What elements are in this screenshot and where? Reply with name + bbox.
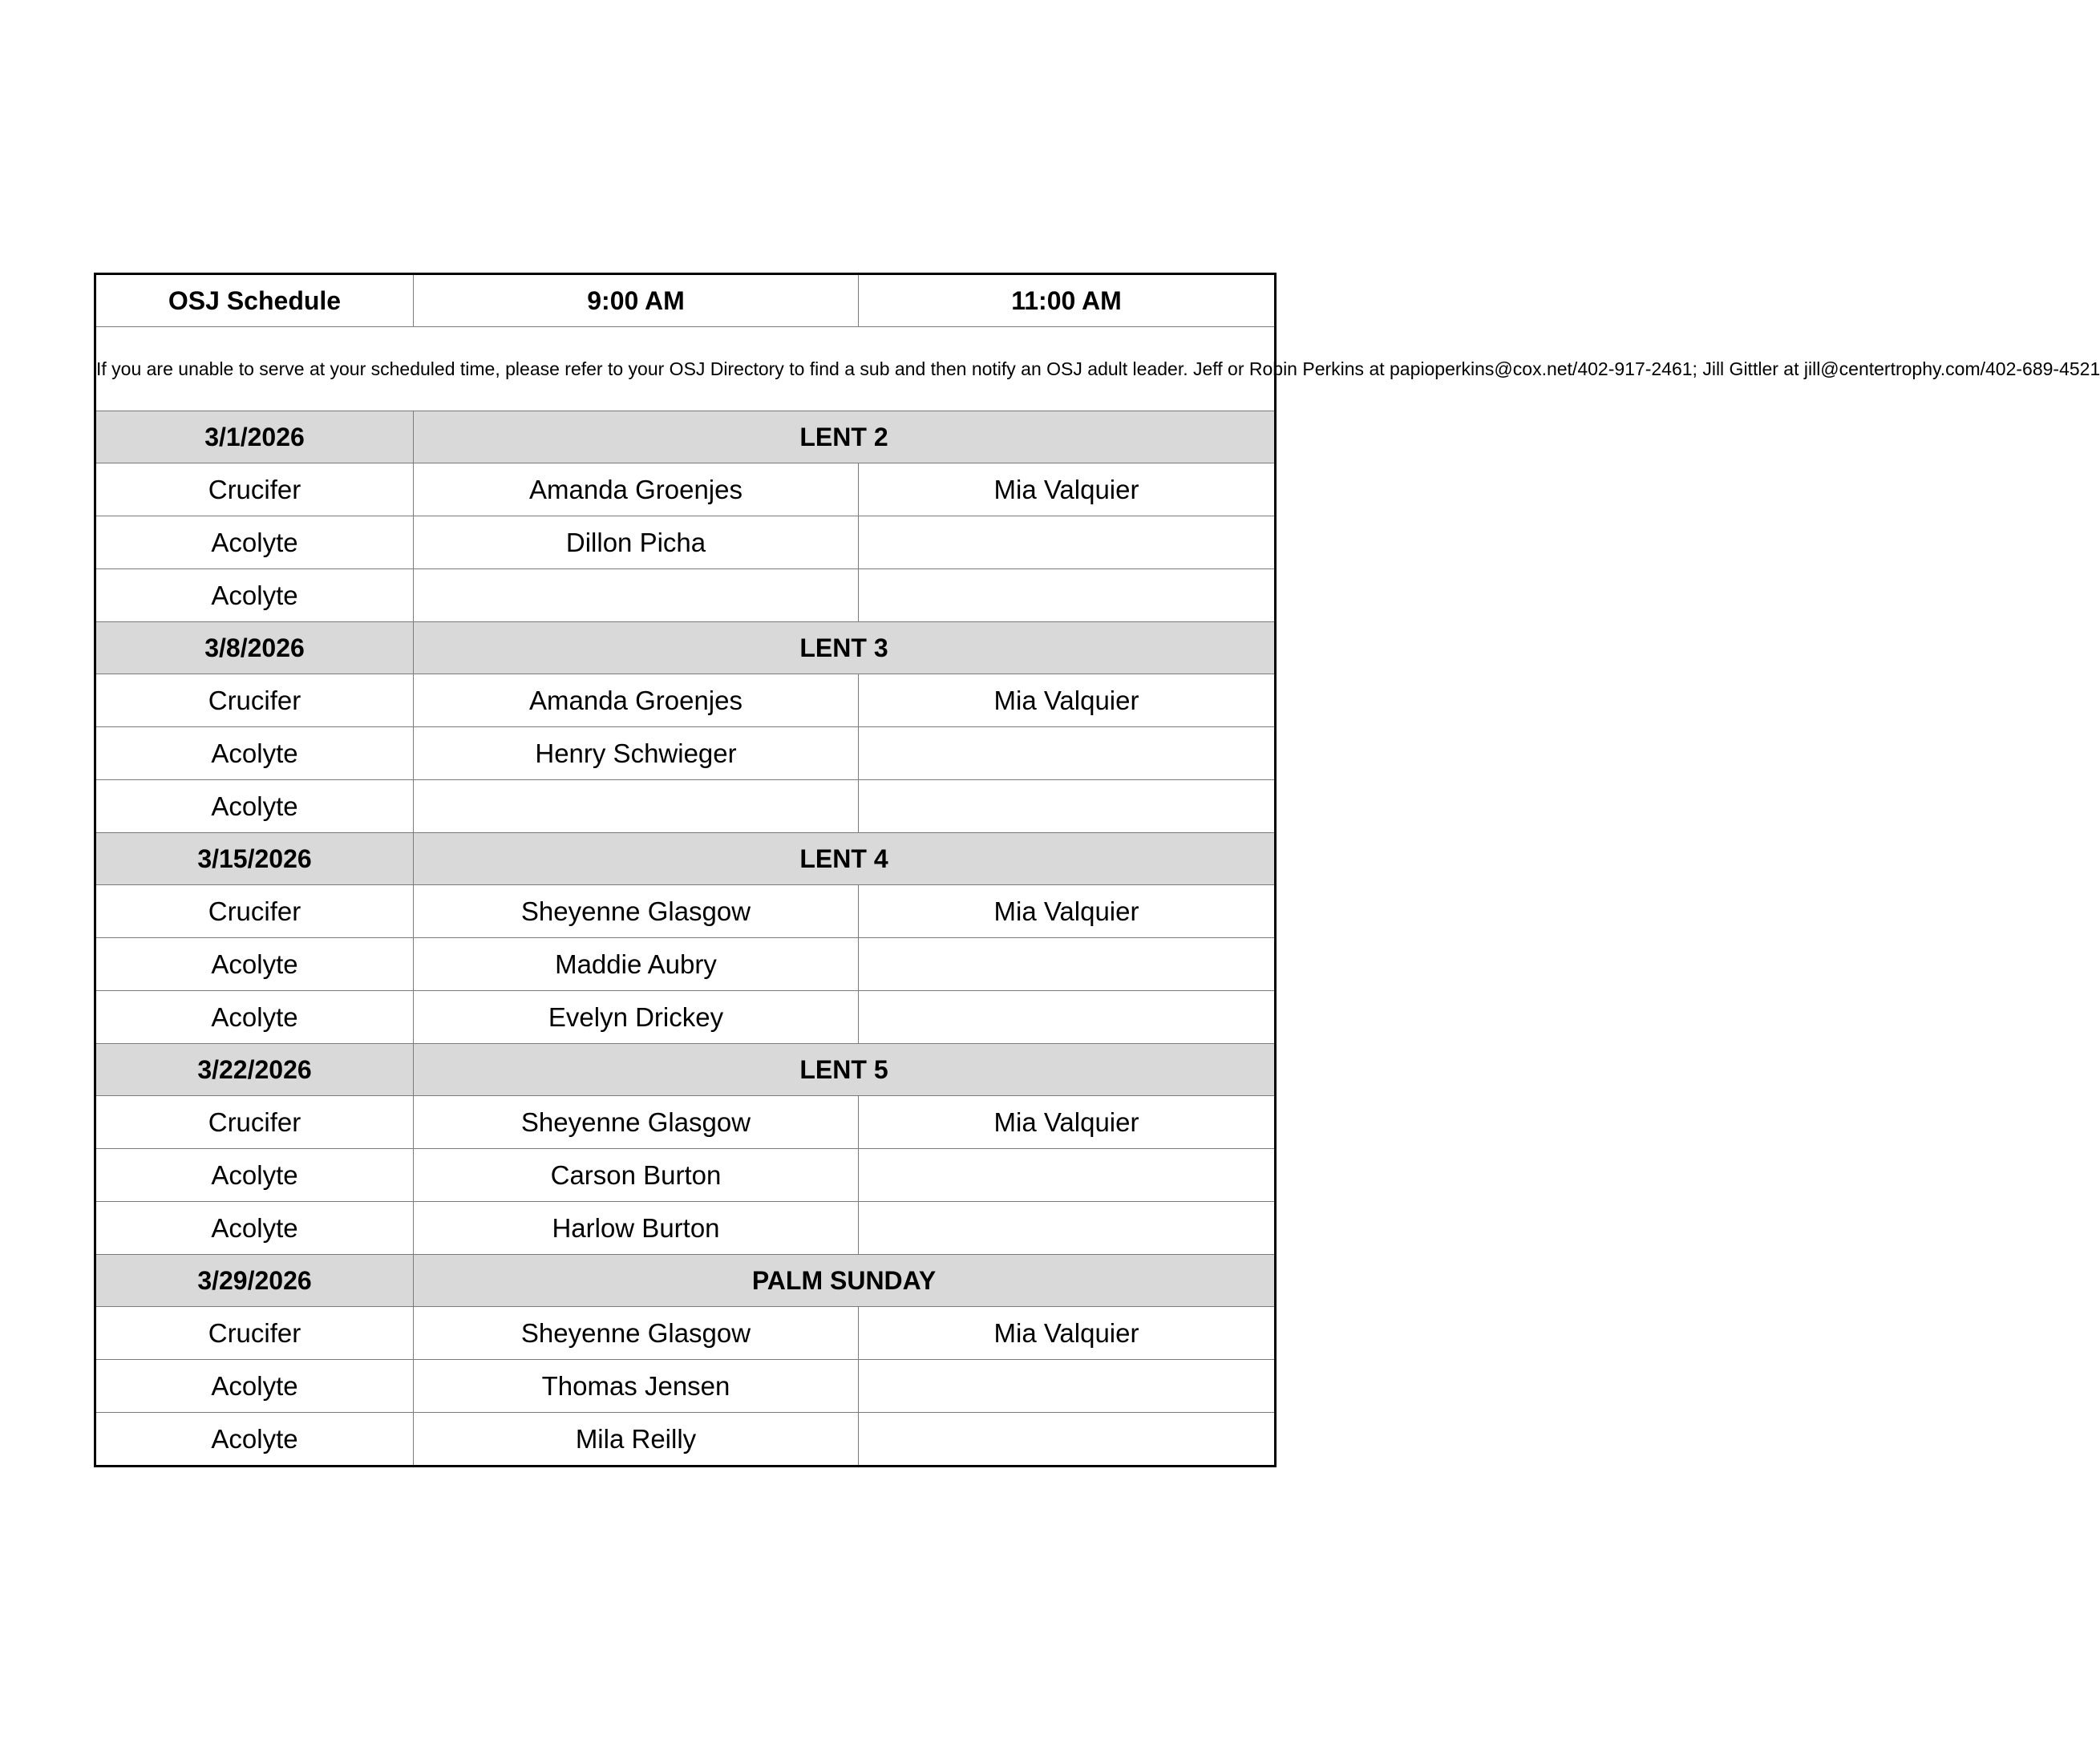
role-label: Acolyte [95, 938, 414, 991]
server-9am: Sheyenne Glasgow [414, 885, 859, 938]
role-label: Acolyte [95, 727, 414, 780]
week-header-row [95, 622, 1276, 674]
role-label: Acolyte [95, 569, 414, 622]
server-11am [859, 1360, 1276, 1413]
table-row [95, 938, 1276, 991]
table-row [95, 1149, 1276, 1202]
server-9am: Amanda Groenjes [414, 463, 859, 516]
service-time-11am: 11:00 AM [859, 274, 1276, 327]
week-date: 3/1/2026 [95, 411, 414, 463]
server-9am: Thomas Jensen [414, 1360, 859, 1413]
week-name: LENT 4 [414, 833, 1276, 885]
role-label: Acolyte [95, 1413, 414, 1467]
week-name: PALM SUNDAY [414, 1255, 1276, 1307]
server-11am [859, 780, 1276, 833]
server-9am: Sheyenne Glasgow [414, 1307, 859, 1360]
server-11am: Mia Valquier [859, 463, 1276, 516]
role-label: Acolyte [95, 991, 414, 1044]
table-row [95, 991, 1276, 1044]
server-9am [414, 780, 859, 833]
server-11am [859, 569, 1276, 622]
table-row [95, 1096, 1276, 1149]
role-label: Acolyte [95, 1149, 414, 1202]
header-row [95, 274, 1276, 327]
role-label: Crucifer [95, 1307, 414, 1360]
role-label: Acolyte [95, 780, 414, 833]
table-row [95, 516, 1276, 569]
week-header-row [95, 833, 1276, 885]
week-header-row [95, 1255, 1276, 1307]
server-11am: Mia Valquier [859, 1096, 1276, 1149]
service-time-9am: 9:00 AM [414, 274, 859, 327]
server-9am: Mila Reilly [414, 1413, 859, 1467]
table-row [95, 463, 1276, 516]
table-row [95, 885, 1276, 938]
week-date: 3/29/2026 [95, 1255, 414, 1307]
server-11am [859, 1202, 1276, 1255]
role-label: Crucifer [95, 885, 414, 938]
substitute-note: If you are unable to serve at your scheduled time, please refer to your OSJ Directory to find a sub and then notify an OSJ adult leader. Jeff or Robin Perkins at papioperkins@cox.net/402-917-2461; Jill Gittler at jill@centertrophy.com/402-689-4521 [95, 327, 1276, 411]
table-row [95, 780, 1276, 833]
schedule-title: OSJ Schedule [95, 274, 414, 327]
table-row [95, 1202, 1276, 1255]
server-11am: Mia Valquier [859, 1307, 1276, 1360]
server-11am [859, 991, 1276, 1044]
week-name: LENT 3 [414, 622, 1276, 674]
server-9am: Dillon Picha [414, 516, 859, 569]
server-11am [859, 516, 1276, 569]
week-header-row [95, 411, 1276, 463]
server-9am: Harlow Burton [414, 1202, 859, 1255]
role-label: Crucifer [95, 1096, 414, 1149]
table-row [95, 569, 1276, 622]
week-date: 3/15/2026 [95, 833, 414, 885]
server-11am [859, 1413, 1276, 1467]
server-11am: Mia Valquier [859, 885, 1276, 938]
server-9am: Carson Burton [414, 1149, 859, 1202]
server-9am: Sheyenne Glasgow [414, 1096, 859, 1149]
osj-schedule-table [94, 273, 2100, 1467]
server-9am: Evelyn Drickey [414, 991, 859, 1044]
role-label: Acolyte [95, 1202, 414, 1255]
role-label: Crucifer [95, 674, 414, 727]
week-name: LENT 5 [414, 1044, 1276, 1096]
table-row [95, 1360, 1276, 1413]
table-row [95, 674, 1276, 727]
server-9am: Henry Schwieger [414, 727, 859, 780]
server-11am [859, 938, 1276, 991]
server-9am: Maddie Aubry [414, 938, 859, 991]
server-11am: Mia Valquier [859, 674, 1276, 727]
table-row [95, 727, 1276, 780]
server-11am [859, 1149, 1276, 1202]
table-row [95, 1413, 1276, 1467]
role-label: Acolyte [95, 516, 414, 569]
week-date: 3/8/2026 [95, 622, 414, 674]
note-row [95, 327, 1276, 411]
table-row [95, 1307, 1276, 1360]
role-label: Acolyte [95, 1360, 414, 1413]
week-date: 3/22/2026 [95, 1044, 414, 1096]
week-header-row [95, 1044, 1276, 1096]
server-9am [414, 569, 859, 622]
role-label: Crucifer [95, 463, 414, 516]
week-name: LENT 2 [414, 411, 1276, 463]
server-9am: Amanda Groenjes [414, 674, 859, 727]
server-11am [859, 727, 1276, 780]
